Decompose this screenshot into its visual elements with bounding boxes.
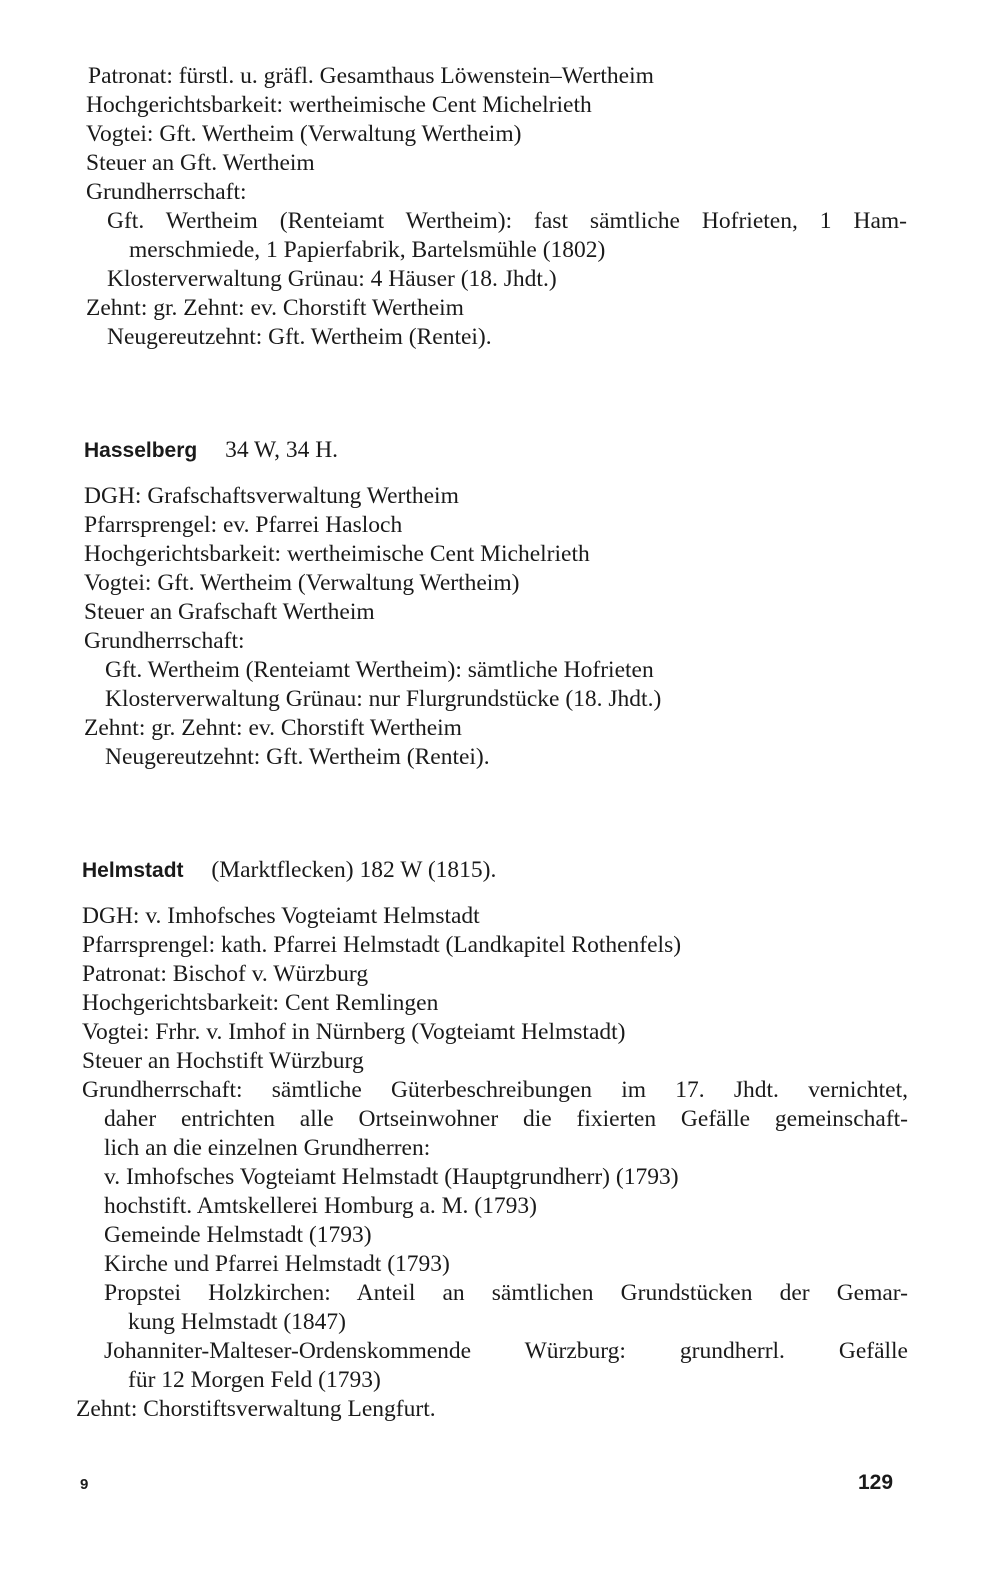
text-line: Johanniter-Malteser-Ordenskommende Würzburg: grundherrl. Gefälle: [104, 1338, 908, 1364]
text-line: Klosterverwaltung Grünau: nur Flurgrundstücke (18. Jhdt.): [105, 686, 662, 712]
text-line: kung Helmstadt (1847): [128, 1309, 346, 1335]
text-line: Grundherrschaft:: [84, 628, 245, 654]
text-line: Grundherrschaft:: [86, 179, 247, 205]
text-line: Pfarrsprengel: ev. Pfarrei Hasloch: [84, 512, 403, 538]
text-line: Vogtei: Frhr. v. Imhof in Nürnberg (Vogteiamt Helmstadt): [82, 1019, 626, 1045]
text-line: Grundherrschaft: sämtliche Güterbeschreibungen im 17. Jhdt. vernichtet,: [82, 1077, 908, 1103]
text-line: Pfarrsprengel: kath. Pfarrei Helmstadt (Landkapitel Rothenfels): [82, 932, 682, 958]
text-line: daher entrichten alle Ortseinwohner die fixierten Gefälle gemeinschaft-: [104, 1106, 908, 1132]
text-line: hochstift. Amtskellerei Homburg a. M. (1793): [104, 1193, 537, 1219]
text-line: Zehnt: gr. Zehnt: ev. Chorstift Wertheim: [84, 715, 462, 741]
text-line: für 12 Morgen Feld (1793): [128, 1367, 381, 1393]
text-line: v. Imhofsches Vogteiamt Helmstadt (Hauptgrundherr) (1793): [104, 1164, 679, 1190]
text-line: Gemeinde Helmstadt (1793): [104, 1222, 372, 1248]
text-line: Kirche und Pfarrei Helmstadt (1793): [104, 1251, 450, 1277]
text-line: merschmiede, 1 Papierfabrik, Bartelsmühle (1802): [129, 237, 606, 263]
text-line: Hochgerichtsbarkeit: wertheimische Cent Michelrieth: [84, 541, 590, 567]
text-line: lich an die einzelnen Grundherren:: [104, 1135, 431, 1161]
text-line: Klosterverwaltung Grünau: 4 Häuser (18. Jhdt.): [107, 266, 557, 292]
place-info: 34 W, 34 H.: [225, 437, 339, 463]
text-line: Hochgerichtsbarkeit: Cent Remlingen: [82, 990, 439, 1016]
page-number: 129: [858, 1471, 894, 1494]
text-line: Vogtei: Gft. Wertheim (Verwaltung Wertheim): [86, 121, 522, 147]
signature-mark: 9: [80, 1476, 89, 1493]
text-line: Neugereutzehnt: Gft. Wertheim (Rentei).: [105, 744, 490, 770]
entry-heading: [84, 436, 338, 465]
place-name: Hasselberg: [84, 439, 198, 462]
place-name: Helmstadt: [82, 859, 184, 882]
entry-heading: [82, 856, 496, 885]
text-line: Neugereutzehnt: Gft. Wertheim (Rentei).: [107, 324, 492, 350]
text-line: Steuer an Hochstift Würzburg: [82, 1048, 364, 1074]
text-line: Hochgerichtsbarkeit: wertheimische Cent Michelrieth: [86, 92, 592, 118]
text-line: DGH: v. Imhofsches Vogteiamt Helmstadt: [82, 903, 480, 929]
text-line: Steuer an Grafschaft Wertheim: [84, 599, 375, 625]
text-line: Propstei Holzkirchen: Anteil an sämtlichen Grundstücken der Gemar-: [104, 1280, 908, 1306]
text-line: Gft. Wertheim (Renteiamt Wertheim): fast sämtliche Hofrieten, 1 Ham-: [107, 208, 907, 234]
text-line: Patronat: fürstl. u. gräfl. Gesamthaus Löwenstein–Wertheim: [88, 63, 654, 89]
text-line: Gft. Wertheim (Renteiamt Wertheim): sämtliche Hofrieten: [105, 657, 654, 683]
text-line: Steuer an Gft. Wertheim: [86, 150, 315, 176]
text-line: Zehnt: gr. Zehnt: ev. Chorstift Wertheim: [86, 295, 464, 321]
text-line: DGH: Grafschaftsverwaltung Wertheim: [84, 483, 459, 509]
text-line: Patronat: Bischof v. Würzburg: [82, 961, 369, 987]
text-line: Vogtei: Gft. Wertheim (Verwaltung Wertheim): [84, 570, 520, 596]
place-info: (Marktflecken) 182 W (1815).: [211, 857, 497, 883]
text-line: Zehnt: Chorstiftsverwaltung Lengfurt.: [76, 1396, 436, 1422]
